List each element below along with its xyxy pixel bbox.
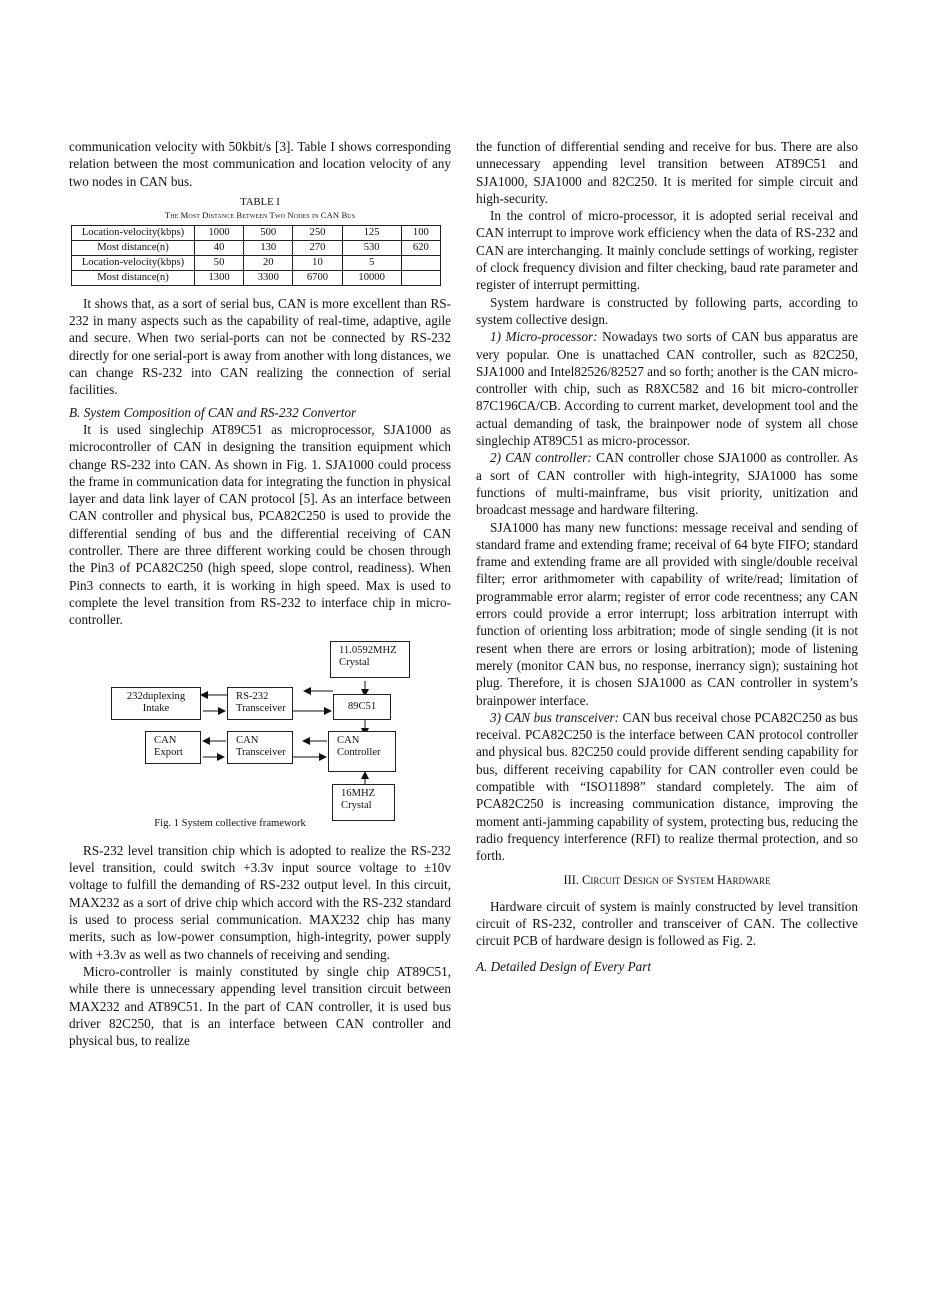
subsection-heading: B. System Composition of CAN and RS-232 Convertor	[69, 404, 357, 420]
paragraph: In the control of micro-processor, it is adopted serial receival and CAN interrupt to improve work efficiency when the data of RS-232 and CAN are interchanging. It mainly conclude settings of working, register of clock frequency division and filter checking, baud rate parameter and register of interrupt permitting.	[476, 208, 858, 293]
right-column	[476, 138, 858, 975]
paragraph: the function of differential sending and receive for bus. There are also unnecessary appending level transition between AT89C51 and SJA1000, SJA1000 and 82C250. It is merited for simple circuit and high-security.	[476, 139, 858, 206]
box-line: 232duplexing	[126, 690, 186, 702]
table-cell: 50	[195, 255, 244, 270]
system-framework-figure	[69, 641, 451, 821]
table-row-header: Location-velocity(kbps)	[72, 225, 195, 240]
table-row-header: Most distance(n)	[72, 270, 195, 285]
crystal-16mhz-box	[332, 784, 395, 821]
item-label: 3) CAN bus transceiver:	[490, 709, 620, 725]
box-line: Controller	[337, 747, 381, 759]
table-cell: 130	[244, 240, 293, 255]
item-text: CAN bus receival chose PCA82C250 as bus receival. PCA82C250 is the interface between CAN protocol controller and physical bus. 82C250 could provide different sending capability for bus, different receiving capability for CAN controller even could be compatible with “ISO11898” standard completely. The aim of PCA82C250 is increasing communication distance, improving the moment anti-jamming capability of system, protecting bus, reducing the radio frequency interference (RFI) to realize thermal protection, and so forth.	[476, 709, 858, 864]
table-cell: 20	[244, 255, 293, 270]
table-cell: 3300	[244, 270, 293, 285]
table-row-header: Most distance(n)	[72, 240, 195, 255]
table-cell: 6700	[293, 270, 342, 285]
crystal-11mhz-box	[330, 641, 410, 678]
paragraph: SJA1000 has many new functions: message receival and sending of standard frame and extending frame; receival of 64 byte FIFO; standard frame and extending frame are all provided with single/double receival filter; error arithmometer with capability of write/read; limitation of programmable error alarm; register of error code recentness; any CAN errors could provide a error interrupt; loss arbitration interrupt with function of orienting loss arbitration; mode of single sending (it is not resent when there are errors or losing arbitration); mode of listening merely (monitor CAN bus, no response, inerrancy sign); sustaining hot plug. Therefore, it is chosen SJA1000 as CAN controller in system’s brainpower interface.	[476, 519, 858, 708]
box-line: RS-232	[236, 690, 269, 702]
subsection-heading: A. Detailed Design of Every Part	[476, 958, 652, 974]
can-transceiver-box	[227, 731, 293, 764]
table-cell: 100	[401, 225, 440, 240]
box-line: CAN	[236, 734, 259, 746]
box-line: Crystal	[341, 800, 372, 812]
table-cell: 1000	[195, 225, 244, 240]
paragraph: communication velocity with 50kbit/s [3]. Table I shows corresponding relation between the most communication and location velocity of any two nodes in CAN bus.	[69, 139, 451, 189]
table-cell: 250	[293, 225, 342, 240]
section-heading: III. Circuit Design of System Hardware	[563, 873, 771, 888]
distance-table	[71, 225, 441, 286]
paragraph	[476, 709, 858, 865]
figure-caption: Fig. 1 System collective framework	[154, 817, 306, 829]
item-label: 2) CAN controller:	[490, 450, 592, 466]
box-line: 89C51	[347, 700, 377, 712]
mcu-89c51-box	[333, 694, 391, 720]
table-cell: 620	[401, 240, 440, 255]
paragraph: System hardware is constructed by following parts, according to system collective design.	[476, 294, 858, 327]
table-cell	[401, 255, 440, 270]
rs232-transceiver-box	[227, 687, 293, 720]
table-row	[72, 270, 441, 285]
paragraph	[476, 449, 858, 518]
item-text: Nowadays two sorts of CAN bus apparatus are very popular. One is unattached CAN controller, such as 82C250, SJA1000 and Intel82526/82527 and so forth; another is the CAN micro-controller with chip, such as R8XC582 and 16 bit micro-controller 87C196CA/CB. According to current market, development tool and the actual demanding of task, the brainpower node of system all chose singlechip AT89C51 as micro-processor.	[476, 329, 858, 449]
item-label: 1) Micro-processor:	[490, 329, 598, 345]
table-cell: 10	[293, 255, 342, 270]
table-title: The Most Distance Between Two Nodes in CAN Bus	[164, 209, 356, 220]
table-cell	[401, 270, 440, 285]
table-cell: 10000	[342, 270, 401, 285]
table-row	[72, 225, 441, 240]
paragraph	[476, 328, 858, 449]
table-cell: 1300	[195, 270, 244, 285]
box-line: Transceiver	[236, 703, 286, 715]
box-line: Intake	[142, 703, 170, 715]
box-line: 11.0592MHZ	[339, 644, 397, 656]
table-row-header: Location-velocity(kbps)	[72, 255, 195, 270]
paragraph: RS-232 level transition chip which is adopted to realize the RS-232 level transition, could switch +3.3v input source voltage to ±10v voltage to fulfill the demanding of RS-232 output level. In this circuit, MAX232 as a sort of drive chip which accord with the RS-232 standard is used to process serial communication. MAX232 chip has many merits, such as low-power consumption, high-integrity, power supply with +3.3v as well as two channels of receiving and sending.	[69, 842, 451, 962]
table-cell: 125	[342, 225, 401, 240]
paragraph: It shows that, as a sort of serial bus, CAN is more excellent than RS-232 in many aspects such as the capability of real-time, adaptive, agile and secure. When two serial-ports can not be connected by RS-232 directly for one serial-port is away from another with long distances, we can change RS-232 into CAN realizing the connection of serial facilities.	[69, 295, 451, 398]
table-label: TABLE I	[240, 196, 280, 208]
table-row	[72, 255, 441, 270]
item-text: CAN controller chose SJA1000 as controller. As a sort of CAN controller with high-integrity, SJA1000 has some functions of multi-mainframe, bus visit priority, unitization and broadcast message and hardware filtering.	[476, 450, 858, 518]
table-cell: 500	[244, 225, 293, 240]
paragraph: Hardware circuit of system is mainly constructed by level transition circuit of RS-232, controller and transceiver of CAN. The collective circuit PCB of hardware design is followed as Fig. 2.	[476, 898, 858, 949]
can-controller-box	[328, 731, 396, 772]
box-line: Transceiver	[236, 747, 286, 759]
table-cell: 40	[195, 240, 244, 255]
box-line: CAN	[154, 734, 177, 746]
box-line: 16MHZ	[341, 787, 376, 799]
table-cell: 530	[342, 240, 401, 255]
can-export-box	[145, 731, 201, 764]
duplexing-intake-box	[111, 687, 201, 720]
table-cell: 270	[293, 240, 342, 255]
box-line: Export	[154, 747, 183, 759]
table-cell: 5	[342, 255, 401, 270]
paragraph: Micro-controller is mainly constituted by single chip AT89C51, while there is unnecessary appending level transition circuit between MAX232 and AT89C51. In the part of CAN controller, it is used bus driver 82C250, that is an interface between CAN controller and physical bus, to realize	[69, 963, 451, 1049]
box-line: CAN	[337, 734, 360, 746]
table-row	[72, 240, 441, 255]
box-line: Crystal	[339, 657, 370, 669]
paragraph: It is used singlechip AT89C51 as microprocessor, SJA1000 as microcontroller of CAN in designing the transition equipment which change RS-232 into CAN. As shown in Fig. 1. SJA1000 could process the frame in communication data for integrating the function in physical layer and data link layer of CAN protocol [5]. As an interface between CAN controller and physical bus, PCA82C250 is used to provide the differential sending of bus and the differential receiving of CAN controller. There are three different working could be chosen through the Pin3 of PCA82C250 (high speed, slope control, readiness). When Pin3 connects to earth, it is working in high speed. Max is used to complete the level transition from RS-232 to interface chip in micro-controller.	[69, 421, 451, 628]
left-column	[69, 138, 451, 1049]
